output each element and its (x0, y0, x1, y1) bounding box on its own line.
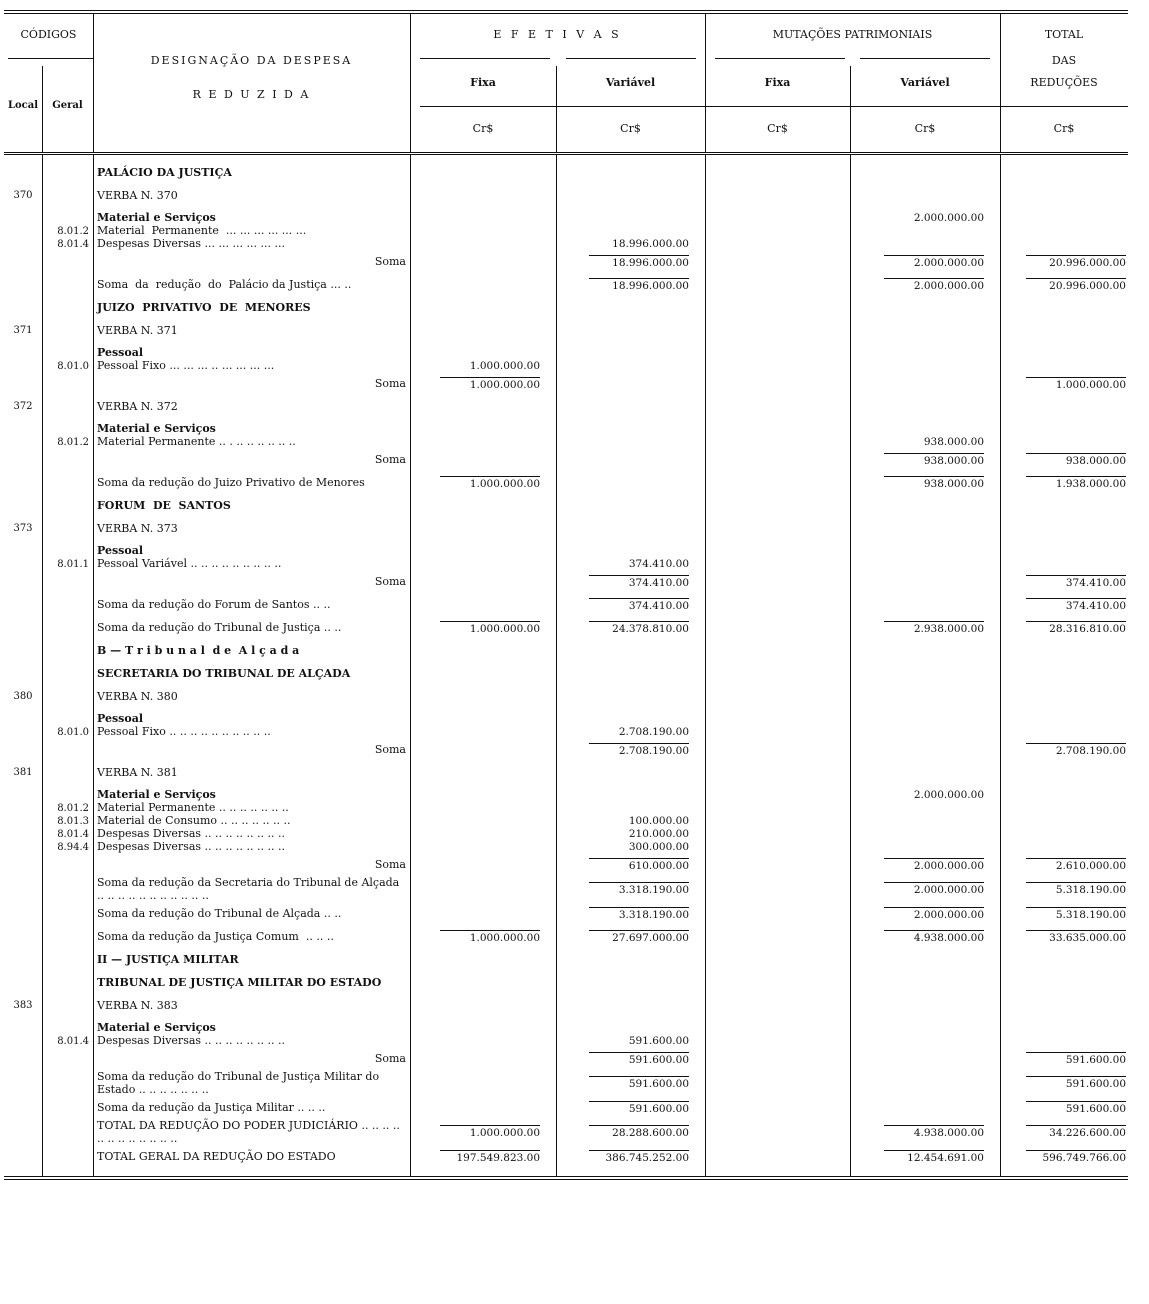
code-local: 380 (13, 691, 33, 702)
amount: 591.600.00 (589, 1101, 689, 1115)
amount: 3.318.190.00 (589, 907, 689, 921)
designation: Soma da redução da Secretaria do Tribunal de Alçada .. .. .. .. .. .. .. .. .. .. .. (97, 876, 403, 902)
table-row (4, 639, 1128, 662)
table-row (4, 761, 1128, 784)
amount: 374.410.00 (628, 558, 689, 570)
designation: Pessoal (97, 346, 144, 359)
table-row (4, 395, 1128, 418)
amount: 4.938.000.00 (884, 930, 984, 944)
table-row (4, 1145, 1128, 1168)
mutacoes-variavel (850, 858, 1000, 872)
mutacoes-variavel (850, 255, 1000, 269)
amount: 210.000.00 (628, 828, 689, 840)
table-row (4, 422, 1128, 435)
designation: TOTAL DA REDUÇÃO DO PODER JUDICIÁRIO .. .. .. .. .. .. .. .. .. .. .. .. (97, 1119, 404, 1145)
designation: Pessoal Variável .. .. .. .. .. .. .. .. .. (97, 557, 282, 570)
designation: Soma da redução do Tribunal de Justiça Militar do Estado .. .. .. .. .. .. .. (97, 1070, 383, 1096)
designation: VERBA N. 370 (97, 189, 178, 202)
designation: Soma (374, 1052, 406, 1065)
amount: 300.000.00 (628, 841, 689, 853)
designation: VERBA N. 381 (97, 766, 178, 779)
table-row (4, 788, 1128, 801)
amount: 2.708.190.00 (618, 726, 689, 738)
code-local: 370 (13, 190, 33, 201)
table-row (4, 1034, 1128, 1047)
efetivas-variavel (556, 828, 705, 840)
designation: Soma da redução do Palácio da Justiça ... .. (97, 278, 352, 291)
total-reducoes (1000, 1101, 1128, 1115)
total-reducoes (1000, 278, 1128, 292)
designation: PALÁCIO DA JUSTIÇA (97, 166, 232, 179)
table-row (4, 1047, 1128, 1070)
amount: 2.708.190.00 (589, 743, 689, 757)
table-row (4, 1119, 1128, 1145)
designation: Despesas Diversas .. .. .. .. .. .. .. .. (97, 1034, 285, 1047)
designation: Soma (374, 255, 406, 268)
efetivas-variavel (556, 1052, 705, 1066)
amount: 2.610.000.00 (1026, 858, 1126, 872)
header-efetivas-fixa: Fixa (470, 76, 496, 89)
efetivas-variavel (556, 238, 705, 250)
designation: Soma da redução da Justiça Comum .. .. .. (97, 930, 334, 943)
designation: Despesas Diversas ... ... ... ... ... ... (97, 237, 285, 250)
designation: Soma (374, 858, 406, 871)
amount: 591.600.00 (1026, 1052, 1126, 1066)
code-geral: 8.01.4 (57, 1036, 89, 1047)
total-reducoes (1000, 1076, 1128, 1090)
designation: VERBA N. 372 (97, 400, 178, 413)
amount: 1.000.000.00 (440, 377, 540, 391)
header-local: Local (7, 100, 39, 111)
header-designacao: DESIGNAÇÃO DA DESPESA (150, 54, 353, 67)
designation: Material Permanente .. .. .. .. .. .. .. (97, 801, 289, 814)
amount: 591.600.00 (1026, 1076, 1126, 1090)
table-row (4, 948, 1128, 971)
mutacoes-variavel (850, 212, 1000, 224)
designation: VERBA N. 380 (97, 690, 178, 703)
amount: 591.600.00 (628, 1035, 689, 1047)
header-codigos: CÓDIGOS (20, 28, 77, 41)
table-row (4, 1021, 1128, 1034)
amount: 100.000.00 (628, 815, 689, 827)
efetivas-variavel (556, 1125, 705, 1139)
header-reducoes: REDUÇÕES (1030, 76, 1098, 89)
code-geral: 8.01.2 (57, 437, 89, 448)
efetivas-variavel (556, 1150, 705, 1164)
table-row (4, 662, 1128, 685)
designation: Pessoal (97, 544, 144, 557)
amount: 2.000.000.00 (884, 882, 984, 896)
designation: VERBA N. 371 (97, 324, 178, 337)
amount: 18.996.000.00 (612, 238, 689, 250)
table-row (4, 725, 1128, 738)
efetivas-variavel (556, 882, 705, 896)
code-local: 372 (13, 401, 33, 412)
designation: Soma da redução do Juizo Privativo de Menores (97, 476, 365, 489)
code-geral: 8.01.2 (57, 226, 89, 237)
amount: 34.226.600.00 (1026, 1125, 1126, 1139)
table-row (4, 557, 1128, 570)
efetivas-fixa (410, 930, 556, 944)
amount: 5.318.190.00 (1026, 907, 1126, 921)
designation: Soma (374, 743, 406, 756)
code-local: 371 (13, 325, 33, 336)
amount: 2.000.000.00 (913, 789, 984, 801)
mutacoes-variavel (850, 930, 1000, 944)
table-row (4, 971, 1128, 994)
mutacoes-variavel (850, 789, 1000, 801)
amount: 28.316.810.00 (1026, 621, 1126, 635)
table-body (4, 155, 1128, 1176)
mutacoes-variavel (850, 278, 1000, 292)
amount: 374.410.00 (1026, 575, 1126, 589)
efetivas-fixa (410, 1125, 556, 1139)
total-reducoes (1000, 1150, 1128, 1164)
table-row (4, 685, 1128, 708)
designation: SECRETARIA DO TRIBUNAL DE ALÇADA (97, 667, 351, 680)
designation: Pessoal Fixo .. .. .. .. .. .. .. .. .. .. (97, 725, 271, 738)
mutacoes-variavel (850, 436, 1000, 448)
table-row (4, 435, 1128, 448)
table-row (4, 237, 1128, 250)
code-geral: 8.01.0 (57, 727, 89, 738)
amount: 20.996.000.00 (1026, 255, 1126, 269)
table-row (4, 616, 1128, 639)
efetivas-variavel (556, 726, 705, 738)
amount: 374.410.00 (589, 598, 689, 612)
efetivas-variavel (556, 1076, 705, 1090)
amount: 938.000.00 (923, 436, 984, 448)
designation: Soma da redução do Tribunal de Justiça .. .. (97, 621, 342, 634)
code-geral: 8.01.4 (57, 829, 89, 840)
amount: 4.938.000.00 (884, 1125, 984, 1139)
table-row (4, 494, 1128, 517)
header-total: TOTAL (1044, 28, 1084, 41)
efetivas-variavel (556, 621, 705, 635)
table-row (4, 994, 1128, 1017)
amount: 28.288.600.00 (589, 1125, 689, 1139)
table-row (4, 1070, 1128, 1096)
currency-label: Cr$ (767, 122, 788, 135)
header-mutacoes-variavel: Variável (900, 76, 950, 89)
code-geral: 8.01.0 (57, 361, 89, 372)
amount: 386.745.252.00 (589, 1150, 689, 1164)
mutacoes-variavel (850, 453, 1000, 467)
total-reducoes (1000, 858, 1128, 872)
efetivas-variavel (556, 255, 705, 269)
table-row (4, 224, 1128, 237)
designation: Despesas Diversas .. .. .. .. .. .. .. .. (97, 827, 285, 840)
table-row (4, 712, 1128, 725)
designation: Despesas Diversas .. .. .. .. .. .. .. .. (97, 840, 285, 853)
efetivas-variavel (556, 278, 705, 292)
code-local: 383 (13, 1000, 33, 1011)
designation: VERBA N. 373 (97, 522, 178, 535)
table-row (4, 517, 1128, 540)
designation: Material e Serviços (97, 788, 216, 801)
code-local: 373 (13, 523, 33, 534)
amount: 1.000.000.00 (440, 476, 540, 490)
code-geral: 8.01.4 (57, 239, 89, 250)
mutacoes-variavel (850, 476, 1000, 490)
designation: Pessoal Fixo ... ... ... .. ... ... ... ... (97, 359, 275, 372)
code-geral: 8.01.1 (57, 559, 89, 570)
table-row (4, 801, 1128, 814)
code-geral: 8.01.2 (57, 803, 89, 814)
mutacoes-variavel (850, 882, 1000, 896)
mutacoes-variavel (850, 907, 1000, 921)
efetivas-variavel (556, 1101, 705, 1115)
amount: 2.708.190.00 (1026, 743, 1126, 757)
amount: 2.000.000.00 (884, 255, 984, 269)
amount: 2.000.000.00 (884, 858, 984, 872)
amount: 938.000.00 (884, 453, 984, 467)
table-row (4, 876, 1128, 902)
total-reducoes (1000, 743, 1128, 757)
header-mutacoes-fixa: Fixa (764, 76, 791, 89)
efetivas-variavel (556, 1035, 705, 1047)
table-row (4, 273, 1128, 296)
total-reducoes (1000, 1125, 1128, 1139)
header-efetivas-variavel: Variável (605, 76, 656, 89)
designation: Soma (374, 453, 406, 466)
amount: 20.996.000.00 (1026, 278, 1126, 292)
amount: 2.000.000.00 (913, 212, 984, 224)
amount: 12.454.691.00 (884, 1150, 984, 1164)
table-row (4, 840, 1128, 853)
code-geral: 8.94.4 (57, 842, 89, 853)
amount: 3.318.190.00 (589, 882, 689, 896)
designation: Soma da redução do Forum de Santos .. .. (97, 598, 331, 611)
table-row (4, 925, 1128, 948)
header-efetivas: E F E T I V A S (493, 28, 622, 41)
amount: 610.000.00 (589, 858, 689, 872)
table-row (4, 570, 1128, 593)
header-reduzida: R E D U Z I D A (192, 88, 311, 101)
table-row (4, 814, 1128, 827)
designation: VERBA N. 383 (97, 999, 178, 1012)
amount: 591.600.00 (1026, 1101, 1126, 1115)
mutacoes-variavel (850, 1125, 1000, 1139)
amount: 591.600.00 (589, 1052, 689, 1066)
designation: Material e Serviços (97, 422, 216, 435)
efetivas-variavel (556, 815, 705, 827)
amount: 938.000.00 (884, 476, 984, 490)
table-row (4, 359, 1128, 372)
code-local: 381 (13, 767, 33, 778)
designation: Material e Serviços (97, 1021, 216, 1034)
efetivas-variavel (556, 930, 705, 944)
efetivas-variavel (556, 598, 705, 612)
amount: 1.938.000.00 (1026, 476, 1126, 490)
amount: 2.000.000.00 (884, 907, 984, 921)
total-reducoes (1000, 930, 1128, 944)
table-row (4, 544, 1128, 557)
table-row (4, 161, 1128, 184)
currency-label: Cr$ (1053, 122, 1075, 135)
efetivas-fixa (410, 621, 556, 635)
table-row (4, 738, 1128, 761)
designation: Material Permanente .. . .. .. .. .. .. .. (97, 435, 296, 448)
mutacoes-variavel (850, 621, 1000, 635)
designation: FORUM DE SANTOS (97, 499, 231, 512)
table-row (4, 853, 1128, 876)
total-reducoes (1000, 1052, 1128, 1066)
amount: 374.410.00 (589, 575, 689, 589)
total-reducoes (1000, 453, 1128, 467)
designation: Soma (374, 377, 406, 390)
amount: 33.635.000.00 (1026, 930, 1126, 944)
designation: Soma da redução do Tribunal de Alçada .. .. (97, 907, 342, 920)
table-row (4, 448, 1128, 471)
designation: II — JUSTIÇA MILITAR (97, 953, 239, 966)
table-row (4, 593, 1128, 616)
amount: 1.000.000.00 (1026, 377, 1126, 391)
total-reducoes (1000, 255, 1128, 269)
designation: Material de Consumo .. .. .. .. .. .. .. (97, 814, 291, 827)
header-mutacoes: MUTAÇÕES PATRIMONIAIS (772, 28, 933, 41)
total-reducoes (1000, 598, 1128, 612)
amount: 1.000.000.00 (440, 621, 540, 635)
table-row (4, 471, 1128, 494)
amount: 2.000.000.00 (884, 278, 984, 292)
amount: 2.938.000.00 (884, 621, 984, 635)
header-das: DAS (1051, 54, 1077, 67)
reduction-table (4, 10, 1128, 1180)
efetivas-fixa (410, 360, 556, 372)
amount: 1.000.000.00 (440, 1125, 540, 1139)
amount: 938.000.00 (1026, 453, 1126, 467)
designation: Soma (374, 575, 406, 588)
designation: TOTAL GERAL DA REDUÇÃO DO ESTADO (97, 1150, 336, 1163)
amount: 1.000.000.00 (469, 360, 540, 372)
table-row (4, 902, 1128, 925)
efetivas-variavel (556, 858, 705, 872)
amount: 18.996.000.00 (589, 278, 689, 292)
table-row (4, 250, 1128, 273)
header-geral: Geral (52, 100, 83, 111)
designation: Material e Serviços (97, 211, 216, 224)
table-row (4, 1096, 1128, 1119)
efetivas-variavel (556, 575, 705, 589)
amount: 596.749.766.00 (1026, 1150, 1126, 1164)
total-reducoes (1000, 476, 1128, 490)
amount: 197.549.823.00 (440, 1150, 540, 1164)
table-row (4, 319, 1128, 342)
total-reducoes (1000, 377, 1128, 391)
currency-label: Cr$ (914, 122, 936, 135)
designation: Soma da redução da Justiça Militar .. .. .. (97, 1101, 326, 1114)
total-reducoes (1000, 907, 1128, 921)
table-row (4, 211, 1128, 224)
amount: 374.410.00 (1026, 598, 1126, 612)
code-geral: 8.01.3 (57, 816, 89, 827)
designation: Pessoal (97, 712, 144, 725)
table-row (4, 827, 1128, 840)
designation: TRIBUNAL DE JUSTIÇA MILITAR DO ESTADO (97, 976, 382, 989)
amount: 27.697.000.00 (589, 930, 689, 944)
table-row (4, 372, 1128, 395)
total-reducoes (1000, 575, 1128, 589)
designation: B — T r i b u n a l d e A l ç a d a (97, 644, 300, 657)
total-reducoes (1000, 882, 1128, 896)
amount: 591.600.00 (589, 1076, 689, 1090)
table-row (4, 296, 1128, 319)
designation: Material Permanente ... ... ... ... ... ... (97, 224, 307, 237)
table-header (4, 14, 1128, 155)
efetivas-fixa (410, 377, 556, 391)
efetivas-variavel (556, 558, 705, 570)
total-reducoes (1000, 621, 1128, 635)
efetivas-fixa (410, 476, 556, 490)
efetivas-variavel (556, 907, 705, 921)
currency-label: Cr$ (620, 122, 641, 135)
amount: 18.996.000.00 (589, 255, 689, 269)
currency-label: Cr$ (472, 122, 494, 135)
efetivas-variavel (556, 743, 705, 757)
table-row (4, 346, 1128, 359)
efetivas-fixa (410, 1150, 556, 1164)
efetivas-variavel (556, 841, 705, 853)
amount: 24.378.810.00 (589, 621, 689, 635)
mutacoes-variavel (850, 1150, 1000, 1164)
designation: JUIZO PRIVATIVO DE MENORES (97, 301, 311, 314)
amount: 1.000.000.00 (440, 930, 540, 944)
table-row (4, 184, 1128, 207)
amount: 5.318.190.00 (1026, 882, 1126, 896)
